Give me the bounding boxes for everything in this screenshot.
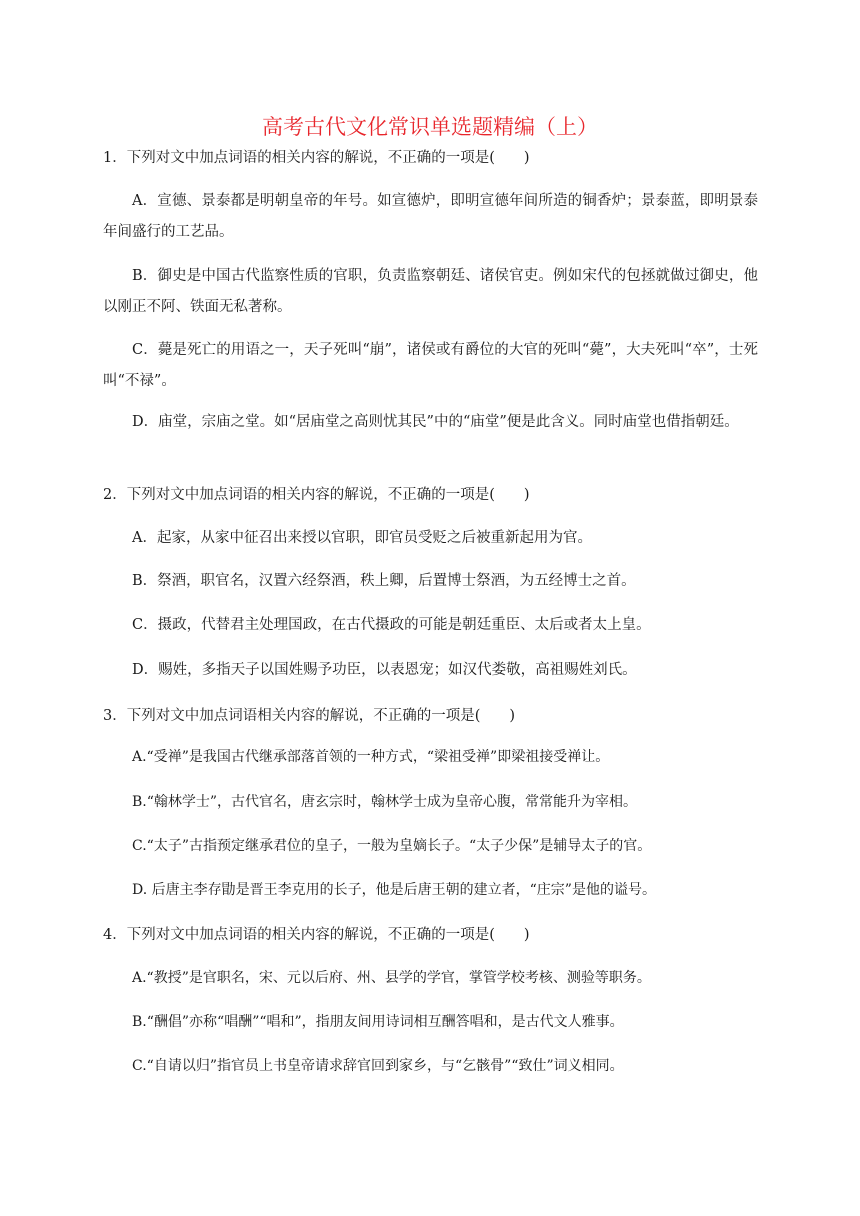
question-1-stem: 1．下列对文中加点词语的相关内容的解说，不正确的一项是( ) [103, 150, 530, 166]
question-3-option-a: A.“受禅”是我国古代继承部落首领的一种方式，“梁祖受禅”即梁祖接受禅让。 [132, 749, 610, 765]
question-1-option-a: A．宣德、景泰都是明朝皇帝的年号。如宣德炉，即明宣德年间所造的铜香炉；景泰蓝，即明景泰年间盛行的工艺品。 [103, 193, 758, 240]
question-3-option-c: C.“太子”古指预定继承君位的皇子，一般为皇嫡长子。“太子少保”是辅导太子的官。 [132, 838, 652, 854]
question-4-option-b: B.“酬倡”亦称“唱酬”“唱和”，指朋友间用诗词相互酬答唱和，是古代文人雅事。 [132, 1014, 624, 1030]
question-1-option-d: D．庙堂，宗庙之堂。如“居庙堂之高则忧其民”中的“庙堂”便是此含义。同时庙堂也借指朝廷。 [132, 414, 739, 430]
question-1-option-c: C．薨是死亡的用语之一，天子死叫“崩”，诸侯或有爵位的大官的死叫“薨”，大夫死叫“卒”，士死叫“不禄”。 [103, 342, 758, 389]
question-2-option-d: D．赐姓，多指天子以国姓赐予功臣，以表恩宠；如汉代娄敬，高祖赐姓刘氏。 [132, 662, 637, 678]
question-2-option-a: A．起家，从家中征召出来授以官职，即官员受贬之后被重新起用为官。 [132, 530, 592, 546]
document-title: 高考古代文化常识单选题精编（上） [262, 115, 598, 139]
question-3-option-d: D. 后唐主李存勖是晋王李克用的长子，他是后唐王朝的建立者，“庄宗”是他的谥号。 [132, 882, 656, 898]
question-2-option-b: B．祭酒，职官名，汉置六经祭酒，秩上卿，后置博士祭酒，为五经博士之首。 [132, 573, 636, 589]
question-1-option-b: B．御史是中国古代监察性质的官职，负责监察朝廷、诸侯官吏。例如宋代的包拯就做过御史，他以刚正不阿、铁面无私著称。 [103, 268, 758, 315]
question-4-stem: 4．下列对文中加点词语的相关内容的解说，不正确的一项是( ) [103, 927, 530, 943]
question-2-option-c: C．摄政，代替君主处理国政，在古代摄政的可能是朝廷重臣、太后或者太上皇。 [132, 617, 651, 633]
question-4-option-a: A.“教授”是官职名，宋、元以后府、州、县学的学官，掌管学校考核、测验等职务。 [132, 970, 651, 986]
question-3-stem: 3．下列对文中加点词语相关内容的解说，不正确的一项是( ) [103, 708, 516, 724]
question-3-option-b: B.“翰林学士”，古代官名，唐玄宗时，翰林学士成为皇帝心腹，常常能升为宰相。 [132, 794, 638, 810]
question-4-option-c: C.“自请以归”指官员上书皇帝请求辞官回到家乡，与“乞骸骨”“致仕”词义相同。 [132, 1058, 624, 1074]
question-2-stem: 2．下列对文中加点词语的相关内容的解说，不正确的一项是( ) [103, 487, 530, 503]
